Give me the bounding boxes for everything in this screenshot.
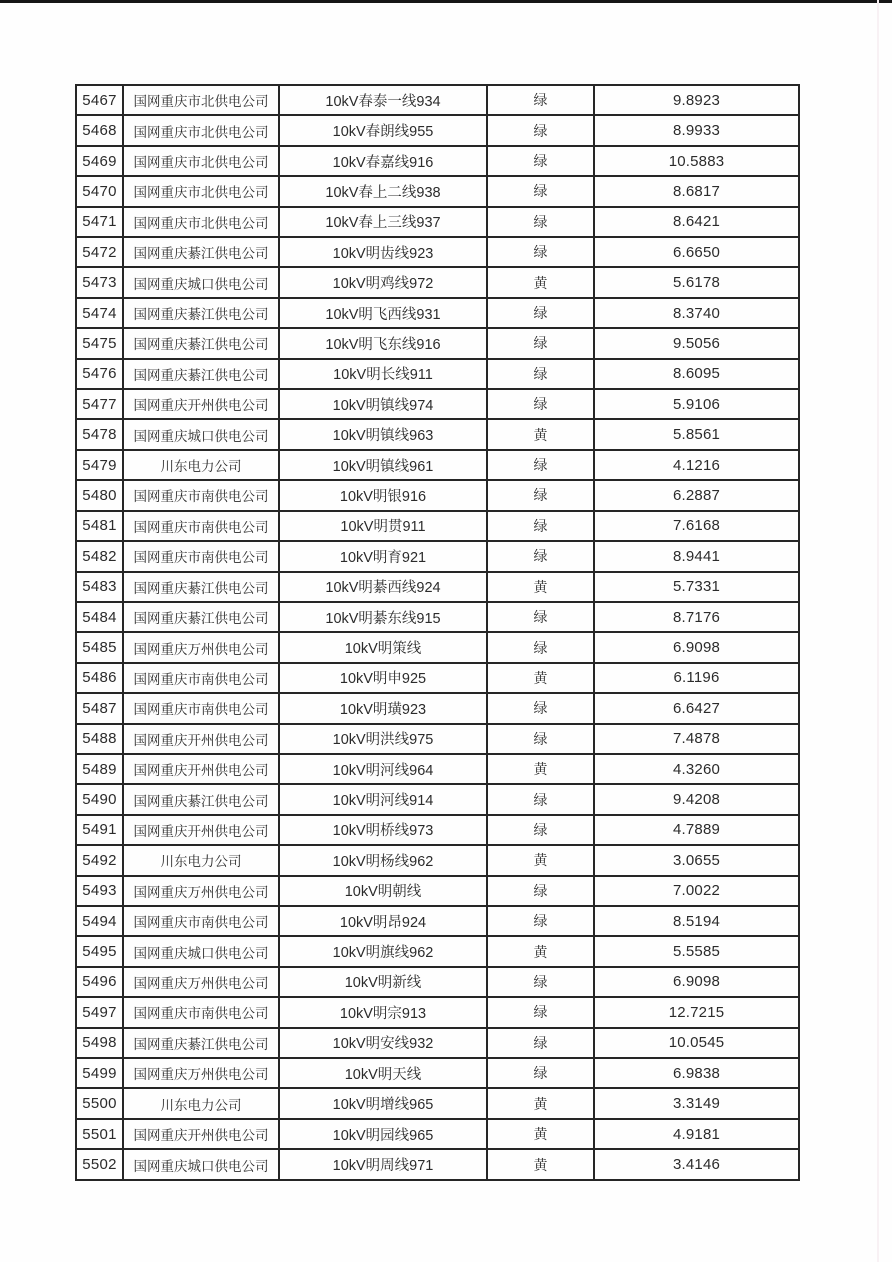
- row-id-cell: 5502: [76, 1149, 123, 1180]
- table-row: [76, 419, 799, 449]
- row-id-cell: 5467: [76, 85, 123, 115]
- status-color-cell: 绿: [487, 359, 594, 389]
- line-name-cell: 10kV明昂924: [279, 906, 487, 936]
- company-name-cell: 川东电力公司: [123, 1088, 279, 1118]
- company-name-cell: 国网重庆市南供电公司: [123, 663, 279, 693]
- value-cell: 3.4146: [594, 1149, 799, 1180]
- table-row: [76, 784, 799, 814]
- company-name-cell: 国网重庆城口供电公司: [123, 267, 279, 297]
- company-name-cell: 国网重庆市南供电公司: [123, 541, 279, 571]
- table-row: [76, 450, 799, 480]
- value-cell: 6.9098: [594, 632, 799, 662]
- status-color-cell: 绿: [487, 541, 594, 571]
- company-name-cell: 国网重庆綦江供电公司: [123, 784, 279, 814]
- line-name-cell: 10kV明朝线: [279, 876, 487, 906]
- row-id-cell: 5497: [76, 997, 123, 1027]
- row-id-cell: 5495: [76, 936, 123, 966]
- status-color-cell: 绿: [487, 389, 594, 419]
- line-name-cell: 10kV明新线: [279, 967, 487, 997]
- line-name-cell: 10kV明镇线961: [279, 450, 487, 480]
- table-row: [76, 967, 799, 997]
- row-id-cell: 5493: [76, 876, 123, 906]
- status-color-cell: 黄: [487, 1088, 594, 1118]
- status-color-cell: 绿: [487, 784, 594, 814]
- line-name-cell: 10kV明周线971: [279, 1149, 487, 1180]
- status-color-cell: 绿: [487, 906, 594, 936]
- row-id-cell: 5469: [76, 146, 123, 176]
- status-color-cell: 黄: [487, 663, 594, 693]
- line-name-cell: 10kV明飞西线931: [279, 298, 487, 328]
- row-id-cell: 5485: [76, 632, 123, 662]
- row-id-cell: 5494: [76, 906, 123, 936]
- table-row: [76, 1058, 799, 1088]
- status-color-cell: 黄: [487, 1149, 594, 1180]
- line-name-cell: 10kV明银916: [279, 480, 487, 510]
- table-row: [76, 632, 799, 662]
- row-id-cell: 5488: [76, 724, 123, 754]
- line-name-cell: 10kV春上二线938: [279, 176, 487, 206]
- line-name-cell: 10kV明园线965: [279, 1119, 487, 1149]
- row-id-cell: 5474: [76, 298, 123, 328]
- line-name-cell: 10kV明安线932: [279, 1028, 487, 1058]
- table-row: [76, 267, 799, 297]
- line-name-cell: 10kV春上三线937: [279, 207, 487, 237]
- value-cell: 9.4208: [594, 784, 799, 814]
- company-name-cell: 国网重庆市南供电公司: [123, 997, 279, 1027]
- status-color-cell: 绿: [487, 85, 594, 115]
- company-name-cell: 国网重庆市北供电公司: [123, 146, 279, 176]
- value-cell: 5.9106: [594, 389, 799, 419]
- table-row: [76, 115, 799, 145]
- table-body: [76, 85, 799, 1180]
- company-name-cell: 国网重庆綦江供电公司: [123, 328, 279, 358]
- status-color-cell: 绿: [487, 298, 594, 328]
- company-name-cell: 国网重庆市南供电公司: [123, 480, 279, 510]
- value-cell: 8.9933: [594, 115, 799, 145]
- status-color-cell: 绿: [487, 815, 594, 845]
- status-color-cell: 绿: [487, 450, 594, 480]
- line-name-cell: 10kV明宗913: [279, 997, 487, 1027]
- line-name-cell: 10kV明河线914: [279, 784, 487, 814]
- value-cell: 5.7331: [594, 572, 799, 602]
- line-name-cell: 10kV明杨线962: [279, 845, 487, 875]
- company-name-cell: 国网重庆市北供电公司: [123, 85, 279, 115]
- table-row: [76, 572, 799, 602]
- value-cell: 7.0022: [594, 876, 799, 906]
- status-color-cell: 绿: [487, 176, 594, 206]
- status-color-cell: 绿: [487, 207, 594, 237]
- status-color-cell: 绿: [487, 967, 594, 997]
- line-name-cell: 10kV明綦东线915: [279, 602, 487, 632]
- row-id-cell: 5491: [76, 815, 123, 845]
- power-line-table: [75, 84, 800, 1181]
- company-name-cell: 国网重庆綦江供电公司: [123, 572, 279, 602]
- line-name-cell: 10kV明飞东线916: [279, 328, 487, 358]
- table-row: [76, 237, 799, 267]
- company-name-cell: 国网重庆万州供电公司: [123, 1058, 279, 1088]
- table-row: [76, 328, 799, 358]
- company-name-cell: 国网重庆城口供电公司: [123, 419, 279, 449]
- value-cell: 3.3149: [594, 1088, 799, 1118]
- table-row: [76, 997, 799, 1027]
- row-id-cell: 5489: [76, 754, 123, 784]
- table-row: [76, 754, 799, 784]
- line-name-cell: 10kV明长线911: [279, 359, 487, 389]
- line-name-cell: 10kV春朗线955: [279, 115, 487, 145]
- table-row: [76, 511, 799, 541]
- table-row: [76, 724, 799, 754]
- value-cell: 12.7215: [594, 997, 799, 1027]
- status-color-cell: 绿: [487, 1028, 594, 1058]
- company-name-cell: 川东电力公司: [123, 845, 279, 875]
- value-cell: 7.4878: [594, 724, 799, 754]
- status-color-cell: 绿: [487, 480, 594, 510]
- row-id-cell: 5496: [76, 967, 123, 997]
- table-row: [76, 541, 799, 571]
- line-name-cell: 10kV明鸡线972: [279, 267, 487, 297]
- table-row: [76, 359, 799, 389]
- line-name-cell: 10kV明旗线962: [279, 936, 487, 966]
- row-id-cell: 5477: [76, 389, 123, 419]
- value-cell: 8.6095: [594, 359, 799, 389]
- company-name-cell: 国网重庆开州供电公司: [123, 754, 279, 784]
- row-id-cell: 5483: [76, 572, 123, 602]
- company-name-cell: 国网重庆开州供电公司: [123, 724, 279, 754]
- line-name-cell: 10kV明桥线973: [279, 815, 487, 845]
- line-name-cell: 10kV明綦西线924: [279, 572, 487, 602]
- row-id-cell: 5481: [76, 511, 123, 541]
- value-cell: 10.0545: [594, 1028, 799, 1058]
- row-id-cell: 5473: [76, 267, 123, 297]
- company-name-cell: 国网重庆城口供电公司: [123, 1149, 279, 1180]
- status-color-cell: 绿: [487, 146, 594, 176]
- company-name-cell: 国网重庆万州供电公司: [123, 876, 279, 906]
- company-name-cell: 国网重庆市南供电公司: [123, 693, 279, 723]
- value-cell: 6.9098: [594, 967, 799, 997]
- value-cell: 4.7889: [594, 815, 799, 845]
- value-cell: 6.1196: [594, 663, 799, 693]
- table-row: [76, 1149, 799, 1180]
- status-color-cell: 黄: [487, 1119, 594, 1149]
- status-color-cell: 黄: [487, 267, 594, 297]
- row-id-cell: 5482: [76, 541, 123, 571]
- company-name-cell: 国网重庆市北供电公司: [123, 207, 279, 237]
- page-top-rule: [0, 0, 892, 3]
- value-cell: 10.5883: [594, 146, 799, 176]
- status-color-cell: 绿: [487, 237, 594, 267]
- status-color-cell: 绿: [487, 997, 594, 1027]
- row-id-cell: 5490: [76, 784, 123, 814]
- value-cell: 7.6168: [594, 511, 799, 541]
- line-name-cell: 10kV明镇线974: [279, 389, 487, 419]
- company-name-cell: 国网重庆綦江供电公司: [123, 359, 279, 389]
- value-cell: 8.6817: [594, 176, 799, 206]
- table-row: [76, 693, 799, 723]
- table-row: [76, 663, 799, 693]
- status-color-cell: 绿: [487, 602, 594, 632]
- status-color-cell: 绿: [487, 328, 594, 358]
- company-name-cell: 国网重庆城口供电公司: [123, 936, 279, 966]
- table-row: [76, 602, 799, 632]
- line-name-cell: 10kV春泰一线934: [279, 85, 487, 115]
- row-id-cell: 5480: [76, 480, 123, 510]
- company-name-cell: 国网重庆开州供电公司: [123, 1119, 279, 1149]
- value-cell: 4.9181: [594, 1119, 799, 1149]
- row-id-cell: 5476: [76, 359, 123, 389]
- row-id-cell: 5499: [76, 1058, 123, 1088]
- status-color-cell: 黄: [487, 419, 594, 449]
- status-color-cell: 黄: [487, 845, 594, 875]
- status-color-cell: 黄: [487, 572, 594, 602]
- company-name-cell: 国网重庆市北供电公司: [123, 176, 279, 206]
- company-name-cell: 国网重庆市北供电公司: [123, 115, 279, 145]
- status-color-cell: 绿: [487, 693, 594, 723]
- value-cell: 9.8923: [594, 85, 799, 115]
- table-row: [76, 1119, 799, 1149]
- row-id-cell: 5498: [76, 1028, 123, 1058]
- value-cell: 5.6178: [594, 267, 799, 297]
- table-row: [76, 389, 799, 419]
- value-cell: 4.3260: [594, 754, 799, 784]
- value-cell: 6.6650: [594, 237, 799, 267]
- value-cell: 8.3740: [594, 298, 799, 328]
- status-color-cell: 绿: [487, 511, 594, 541]
- value-cell: 8.5194: [594, 906, 799, 936]
- line-name-cell: 10kV明河线964: [279, 754, 487, 784]
- table-row: [76, 815, 799, 845]
- value-cell: 5.5585: [594, 936, 799, 966]
- company-name-cell: 国网重庆市南供电公司: [123, 511, 279, 541]
- table-row: [76, 1088, 799, 1118]
- company-name-cell: 国网重庆綦江供电公司: [123, 237, 279, 267]
- value-cell: 5.8561: [594, 419, 799, 449]
- company-name-cell: 国网重庆綦江供电公司: [123, 602, 279, 632]
- company-name-cell: 国网重庆万州供电公司: [123, 967, 279, 997]
- company-name-cell: 川东电力公司: [123, 450, 279, 480]
- table-row: [76, 85, 799, 115]
- row-id-cell: 5468: [76, 115, 123, 145]
- row-id-cell: 5470: [76, 176, 123, 206]
- table-row: [76, 1028, 799, 1058]
- table-row: [76, 176, 799, 206]
- value-cell: 9.5056: [594, 328, 799, 358]
- value-cell: 6.2887: [594, 480, 799, 510]
- line-name-cell: 10kV明璜923: [279, 693, 487, 723]
- line-name-cell: 10kV明齿线923: [279, 237, 487, 267]
- row-id-cell: 5475: [76, 328, 123, 358]
- row-id-cell: 5501: [76, 1119, 123, 1149]
- value-cell: 8.6421: [594, 207, 799, 237]
- status-color-cell: 绿: [487, 724, 594, 754]
- table-row: [76, 480, 799, 510]
- row-id-cell: 5500: [76, 1088, 123, 1118]
- table-row: [76, 146, 799, 176]
- status-color-cell: 绿: [487, 1058, 594, 1088]
- line-name-cell: 10kV明增线965: [279, 1088, 487, 1118]
- status-color-cell: 绿: [487, 876, 594, 906]
- row-id-cell: 5478: [76, 419, 123, 449]
- table-row: [76, 906, 799, 936]
- status-color-cell: 绿: [487, 115, 594, 145]
- row-id-cell: 5471: [76, 207, 123, 237]
- value-cell: 4.1216: [594, 450, 799, 480]
- line-name-cell: 10kV春嘉线916: [279, 146, 487, 176]
- company-name-cell: 国网重庆万州供电公司: [123, 632, 279, 662]
- company-name-cell: 国网重庆市南供电公司: [123, 906, 279, 936]
- table-row: [76, 936, 799, 966]
- line-name-cell: 10kV明天线: [279, 1058, 487, 1088]
- line-name-cell: 10kV明育921: [279, 541, 487, 571]
- row-id-cell: 5487: [76, 693, 123, 723]
- company-name-cell: 国网重庆綦江供电公司: [123, 298, 279, 328]
- line-name-cell: 10kV明申925: [279, 663, 487, 693]
- value-cell: 8.7176: [594, 602, 799, 632]
- row-id-cell: 5492: [76, 845, 123, 875]
- row-id-cell: 5484: [76, 602, 123, 632]
- value-cell: 6.6427: [594, 693, 799, 723]
- company-name-cell: 国网重庆开州供电公司: [123, 389, 279, 419]
- table-row: [76, 845, 799, 875]
- line-name-cell: 10kV明策线: [279, 632, 487, 662]
- scan-edge-artifact: [877, 0, 879, 1262]
- company-name-cell: 国网重庆綦江供电公司: [123, 1028, 279, 1058]
- line-name-cell: 10kV明贯911: [279, 511, 487, 541]
- line-name-cell: 10kV明洪线975: [279, 724, 487, 754]
- table-row: [76, 207, 799, 237]
- table-row: [76, 298, 799, 328]
- table-row: [76, 876, 799, 906]
- row-id-cell: 5486: [76, 663, 123, 693]
- value-cell: 6.9838: [594, 1058, 799, 1088]
- row-id-cell: 5479: [76, 450, 123, 480]
- company-name-cell: 国网重庆开州供电公司: [123, 815, 279, 845]
- value-cell: 3.0655: [594, 845, 799, 875]
- value-cell: 8.9441: [594, 541, 799, 571]
- status-color-cell: 黄: [487, 936, 594, 966]
- line-name-cell: 10kV明镇线963: [279, 419, 487, 449]
- status-color-cell: 黄: [487, 754, 594, 784]
- status-color-cell: 绿: [487, 632, 594, 662]
- row-id-cell: 5472: [76, 237, 123, 267]
